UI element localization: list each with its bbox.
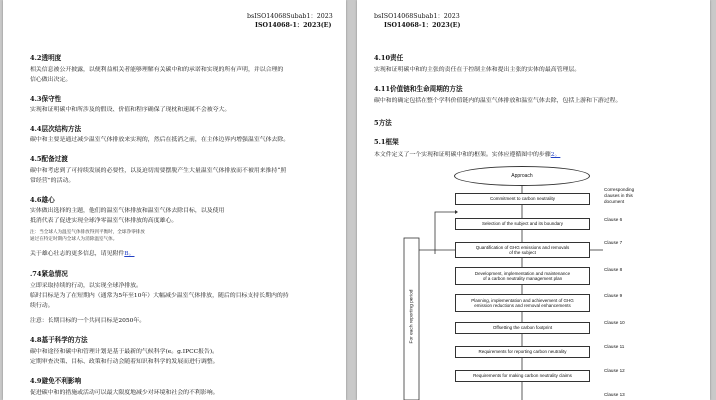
step-text: of the subject bbox=[509, 250, 536, 255]
step-quantification bbox=[455, 242, 590, 258]
right-document-page bbox=[357, 0, 710, 400]
framework-text-body: 本文件定义了一个实现和证明碳中和的框架。实体应遵循图中的步骤 bbox=[374, 152, 551, 158]
note-text: 注：当全球人为温室气体排放得到平衡时，全球净零排放 bbox=[30, 230, 145, 235]
left-header-line2: ISO14068-1：2023(E) bbox=[255, 22, 332, 29]
section-text: 碳中和的确定包括在整个学科价值链内的温室气体排放和温室气体去除，包括上游和下游过程。 bbox=[374, 98, 622, 104]
section-text: 碳中和途径和碳中和管理计划是基于最新的气候科学(e。g.IPCC报告)。 bbox=[30, 349, 219, 355]
corresponding-clauses-label bbox=[604, 187, 634, 205]
section-heading: 4.10责任 bbox=[374, 54, 404, 62]
more-info-prefix: 关于雄心壮志的更多信息，请见附件 bbox=[30, 251, 125, 257]
left-header bbox=[247, 12, 333, 30]
section-heading: 4.2透明度 bbox=[30, 54, 62, 62]
annex-b-link[interactable]: B。 bbox=[124, 251, 135, 257]
section-heading: 4.9避免不利影响 bbox=[30, 377, 82, 385]
step-text: Requirements for making carbon neutrality claims bbox=[473, 373, 572, 379]
left-document-page bbox=[3, 0, 346, 400]
step-subject-selection bbox=[455, 218, 590, 230]
section-text: 相关信息被公开披露，以便利益相关者能够理解有关碳中和的承诺和实现的所有声明，并以合理的 bbox=[30, 67, 284, 73]
section-text: 碳中和主要是通过减少温室气体排放来实现的，然后在抵消之前，在主体边界内增强温室气体去除。 bbox=[30, 137, 290, 143]
clause-label: Clause 11 bbox=[604, 344, 625, 349]
section-text: 立即采取持续的行动，以实现全球净排放。 bbox=[30, 283, 142, 289]
step-emission-reductions bbox=[455, 294, 590, 312]
note-text: 通过在特定时期内全球人为消除温室气体。 bbox=[30, 237, 118, 242]
figure-2-link[interactable]: 2。 bbox=[550, 152, 561, 158]
step-text: emission reductions and removal enhancements bbox=[474, 303, 571, 308]
step-text: of a carbon neutrality management plan bbox=[482, 276, 563, 281]
section-text: 碳中和考虑到了可持续发展的必要性，以及迫切需要摆脱产生大量温室气体排放而不被用来推持“照 bbox=[30, 168, 287, 174]
section-heading: 4.6雄心 bbox=[30, 196, 55, 204]
section-text: 实体做出选择的主题，他们的温室气体排放和温室气体去除目标，以及使用 bbox=[30, 208, 225, 214]
section-heading: 4.8基于科学的方法 bbox=[30, 336, 88, 344]
clause-label: Clause 6 bbox=[604, 217, 623, 222]
section-text: 信心做出决定。 bbox=[30, 77, 72, 83]
step-reporting bbox=[455, 346, 590, 358]
more-info-text bbox=[30, 250, 134, 259]
clause-label: Clause 7 bbox=[604, 240, 623, 245]
section-text: 实现和证明碳中和所涉及的假设、价值和程序确保了现枕和速属不会被夸大。 bbox=[30, 107, 231, 113]
step-text: Quantification of GHG emissions and removals bbox=[475, 244, 570, 250]
right-header-line2: ISO14068-1：2023(E) bbox=[384, 22, 461, 29]
section-text: 续行动。 bbox=[30, 303, 54, 309]
section-text: 实现和证明碳中和的主张的责任在于控制主体和提出主张的实体的最高管理层。 bbox=[374, 67, 581, 73]
section-heading: 4.11价值链和生命周期的方法 bbox=[374, 85, 463, 93]
step-text: Development, implementation and maintenance bbox=[474, 270, 571, 276]
clause-label: Clause 13 bbox=[604, 392, 625, 397]
section-heading: 4.4层次结构方法 bbox=[30, 125, 82, 133]
section-text: 定期审查决策、目标、政策和行动会随着知识和科学的发展而进行调整。 bbox=[30, 359, 219, 365]
section-heading: 4.5配备过渡 bbox=[30, 155, 68, 163]
corresponding-line: document bbox=[604, 199, 625, 204]
section-heading: 4.3保守性 bbox=[30, 95, 62, 103]
reporting-period-label: For each reporting period bbox=[409, 289, 415, 344]
step-text: Selection of the subject and its boundary bbox=[481, 221, 564, 227]
step-management-plan bbox=[455, 267, 590, 285]
clause-label: Clause 8 bbox=[604, 267, 623, 272]
step-claims bbox=[455, 370, 590, 382]
step-commitment bbox=[455, 193, 590, 205]
right-header-line1: bsISO14068Subab1：2023 bbox=[374, 13, 460, 20]
approach-oval: Approach bbox=[454, 166, 590, 186]
clause-label: Clause 12 bbox=[604, 368, 625, 373]
corresponding-line: Corresponding bbox=[604, 187, 635, 192]
corresponding-line: clauses in this bbox=[604, 193, 633, 198]
section-heading: 5方法 bbox=[374, 119, 392, 127]
step-text: Planning, implementation and achievement of GHG bbox=[471, 297, 574, 303]
section-text: 常经营”的活动。 bbox=[30, 178, 75, 184]
left-header-line1: bsISO14068Subab1：2023 bbox=[247, 13, 333, 20]
step-offsetting bbox=[455, 322, 590, 334]
section-text: 抵消代表了促进实现全球净零温室气体排放的高度雄心。 bbox=[30, 218, 178, 224]
section-text: 促进碳中和的措施或活动可以最大限度地减少对环境和社会的不利影响。 bbox=[30, 390, 219, 396]
section-text: 临时目标是为了在短期内（通常为5年至10年）大幅减少温室气体排放，随后的目标支持长期内的持 bbox=[30, 293, 289, 299]
step-text: Offsetting the carbon footprint bbox=[492, 325, 553, 331]
clause-label: Clause 9 bbox=[604, 293, 623, 298]
note-text: 注意：长期目标的一个共同目标是2050年。 bbox=[30, 318, 146, 324]
step-text: Requirements for reporting carbon neutrality bbox=[478, 349, 567, 355]
section-heading: 5.1框架 bbox=[374, 138, 399, 146]
step-text: Commitment to carbon neutrality bbox=[489, 196, 556, 202]
section-heading: .74紧急情况 bbox=[30, 270, 68, 278]
clause-label: Clause 10 bbox=[604, 320, 625, 325]
